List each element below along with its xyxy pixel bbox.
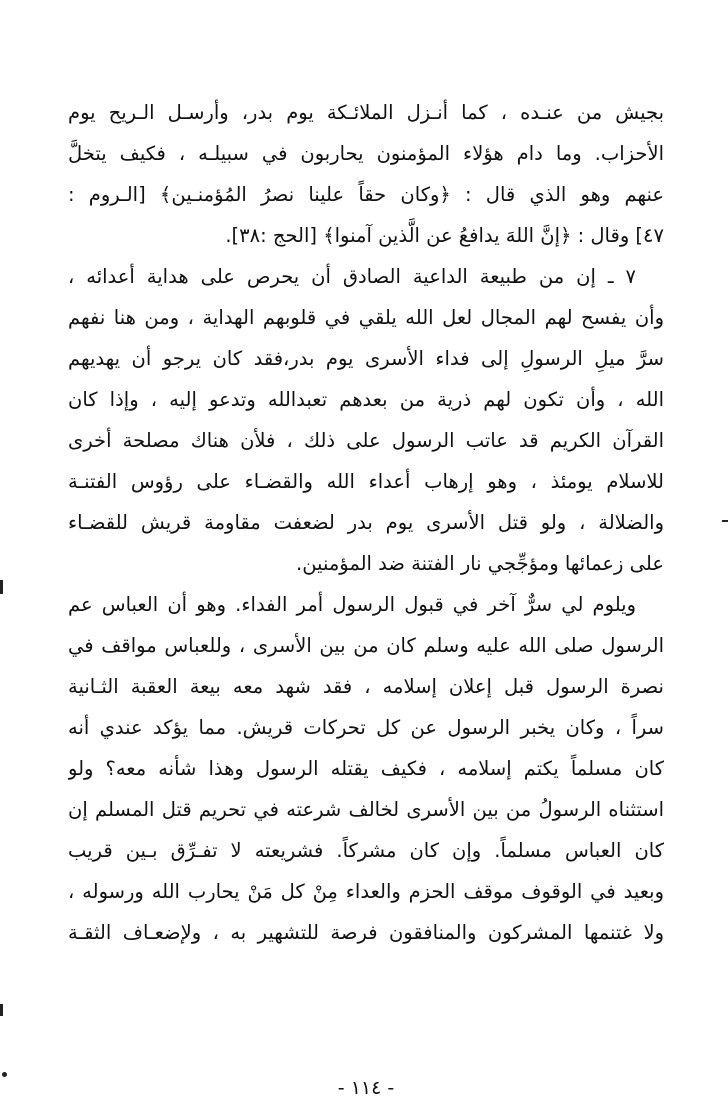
text-line: ٤٧] وقال : ﴿إنَّ اللهَ يدافعُ عن الَّذين آمنوا﴾ [الحج :٣٨]. — [225, 224, 664, 247]
text-line: الله ، وأن تكون لهم ذرية من بعدهم تعبدالله وتدعو إليه ، وإذا كان — [68, 388, 664, 411]
text-line: على زعمائها ومؤجِّجي نار الفتنة ضد المؤمنين. — [296, 552, 664, 575]
text-line: والضلالة ، ولو قتل الأسرى يوم بدر لضعفت مقاومة قريش للقضـاء — [68, 511, 664, 534]
text-line: وبعيد في الوقوف موقف الحزم والعداء مِنْ كل مَنْ يحارب الله ورسوله ، — [68, 880, 664, 903]
text-line: سرَّ ميلِ الرسولِ إلى فداء الأسرى يوم بدر،فقد كان يرجو أن يهديهم — [68, 347, 664, 370]
text-line: ويلوم لي سرٌّ آخر في قبول الرسول أمر الفداء. وهو أن العباس عم — [68, 593, 636, 616]
text-line: سراً ، وكان يخبر الرسول عن كل تحركات قريش. مما يؤكد عندي أنه — [68, 716, 664, 739]
scan-mark — [2, 1072, 7, 1077]
text-line: عنهم وهو الذي قال : ﴿وكان حقاً علينا نصرُ المُؤمنـين﴾ [الـروم : — [68, 183, 664, 206]
text-line: ٧ ـ إن من طبيعة الداعية الصادق أن يحرص على هداية أعدائه ، — [68, 265, 636, 288]
text-line: للاسلام يومئذ ، وهو إرهاب أعداء الله والقضـاء على رؤوس الفتنـة — [68, 470, 664, 493]
scan-mark — [0, 580, 3, 594]
text-line: القرآن الكريم قد عاتب الرسول على ذلك ، فلأن هناك مصلحة أخرى — [68, 429, 664, 452]
scan-mark — [722, 520, 728, 522]
page-number: - ١١٤ - — [337, 1077, 395, 1099]
text-line: نصرة الرسول قبل إعلان إسلامه ، فقد شهد معه بيعة العقبة الثـانية — [68, 675, 664, 698]
text-line: الأحزاب. وما دام هؤلاء المؤمنون يحاربون في سبيلـه ، فكيف يتخلَّ — [68, 142, 664, 165]
text-line: الرسول صلى الله عليه وسلم كان من بين الأسرى ، وللعباس مواقف في — [68, 634, 664, 657]
body-text — [68, 92, 664, 953]
text-line: وأن يفسح لهم المجال لعل الله يلقي في قلوبهم الهداية ، ومن هنا نفهم — [68, 306, 664, 329]
book-page — [68, 92, 664, 1099]
text-line: استثناه الرسولُ من بين الأسرى لخالف شرعته في تحريم قتل المسلم إن — [68, 798, 664, 821]
text-line: بجيش من عنـده ، كما أنـزل الملائـكة يوم بدر، وأرسـل الـريح يوم — [68, 101, 664, 124]
text-line: ولا غتنمها المشركون والمنافقون فرصة للتشهير به ، ولإضعـاف الثقـة — [68, 921, 664, 944]
text-line: كان مسلماً يكتم إسلامه ، فكيف يقتله الرسول وهذا شأنه معه؟ ولو — [68, 757, 664, 780]
scan-mark — [0, 1004, 3, 1016]
text-line: كان العباس مسلماً. وإن كان مشركاً. فشريعته لا تفـرِّق بـين قريب — [68, 839, 664, 862]
